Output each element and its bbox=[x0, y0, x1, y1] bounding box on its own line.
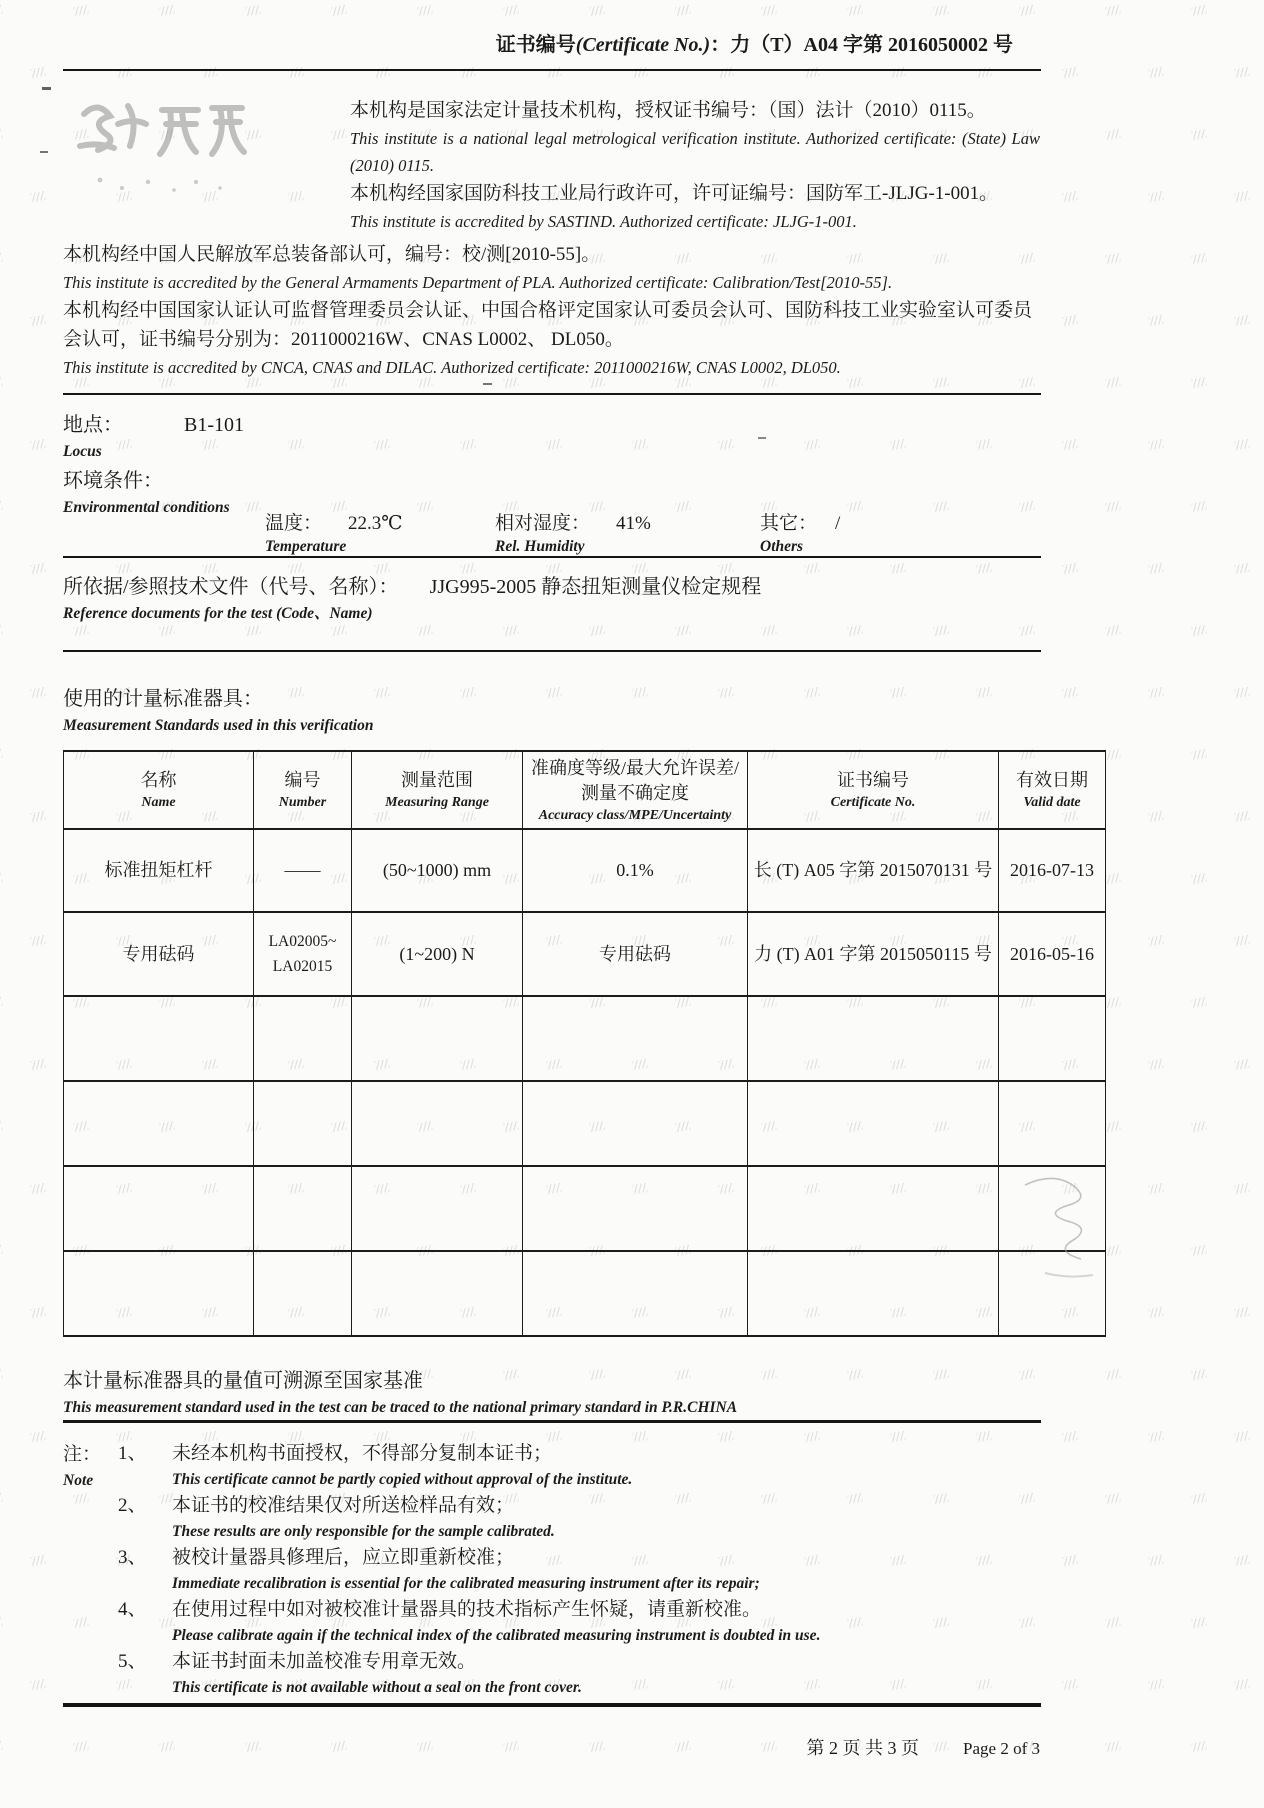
temperature-value: 22.3℃ bbox=[348, 513, 403, 534]
note-item bbox=[118, 1492, 1048, 1544]
environment-label-en: Environmental conditions bbox=[63, 499, 230, 516]
certificate-number-value: 力（T）A04 字第 2016050002 号 bbox=[730, 34, 1013, 56]
accreditation-paragraph-national bbox=[350, 96, 1040, 235]
divider bbox=[63, 1420, 1041, 1423]
note-number: 2、 bbox=[118, 1495, 147, 1516]
cell-number: —— bbox=[254, 829, 352, 912]
scan-artifact-dash bbox=[40, 151, 48, 153]
cell-certificate: 长 (T) A05 字第 2015070131 号 bbox=[748, 829, 999, 912]
col-header-number: 编号 Number bbox=[254, 751, 352, 829]
page-number-zh: 第 2 页 共 3 页 bbox=[806, 1738, 920, 1758]
col-header-valid-date: 有效日期 Valid date bbox=[999, 751, 1106, 829]
certificate-number bbox=[63, 28, 1013, 57]
others-label-en: Others bbox=[760, 538, 804, 555]
scan-artifact-dash bbox=[483, 383, 492, 385]
accreditation-paragraph-pla-cnas bbox=[63, 240, 1048, 381]
divider bbox=[63, 556, 1041, 558]
note-text-zh: 本证书封面未加盖校准专用章无效。 bbox=[172, 1651, 477, 1672]
table-row bbox=[64, 912, 1106, 996]
accreditation-en-3: This institute is accredited by the General Armaments Department of PLA. Authorized certificate: Calibration/Test[2010-55]. bbox=[63, 273, 893, 292]
page-footer bbox=[63, 1734, 1078, 1760]
cell-valid-date: 2016-05-16 bbox=[999, 912, 1106, 996]
environment-temperature bbox=[265, 508, 403, 559]
notes-label-zh: 注： bbox=[63, 1444, 102, 1465]
cell-range: (50~1000) mm bbox=[352, 829, 523, 912]
note-text-en: This certificate cannot be partly copied without approval of the institute. bbox=[172, 1471, 633, 1488]
accreditation-zh-3: 本机构经中国人民解放军总装备部认可，编号：校/测[2010-55]。 bbox=[63, 244, 601, 265]
note-text-en: This certificate is not available without a seal on the front cover. bbox=[172, 1679, 582, 1696]
certificate-number-colon: ： bbox=[710, 34, 731, 56]
note-text-zh: 在使用过程中如对被校准计量器具的技术指标产生怀疑，请重新校准。 bbox=[172, 1599, 762, 1620]
note-number: 4、 bbox=[118, 1599, 147, 1620]
table-row-empty bbox=[64, 1081, 1106, 1166]
reference-value: JJG995-2005 静态扭矩测量仪检定规程 bbox=[429, 576, 762, 598]
page-number-en: Page 2 of 3 bbox=[963, 1739, 1040, 1758]
scan-artifact-dash bbox=[42, 87, 51, 90]
cell-accuracy: 专用砝码 bbox=[523, 912, 748, 996]
location-section bbox=[63, 410, 1048, 520]
note-number: 5、 bbox=[118, 1651, 147, 1672]
location-label-zh: 地点： bbox=[63, 414, 123, 436]
note-text-zh: 本证书的校准结果仅对所送检样品有效； bbox=[172, 1495, 515, 1516]
table-row-empty bbox=[64, 1166, 1106, 1251]
reference-label-zh: 所依据/参照技术文件（代号、名称）： bbox=[63, 576, 399, 598]
accreditation-zh-1: 本机构是国家法定计量技术机构，授权证书编号：（国）法计（2010）0115。 bbox=[350, 100, 986, 121]
note-text-en: These results are only responsible for the sample calibrated. bbox=[172, 1523, 555, 1540]
note-text-zh: 被校计量器具修理后，应立即重新校准； bbox=[172, 1547, 515, 1568]
temperature-label-zh: 温度： bbox=[265, 513, 323, 534]
accreditation-zh-2: 本机构经国家国防科技工业局行政许可，许可证编号：国防军工-JLJG-1-001。 bbox=[350, 183, 999, 204]
environment-humidity bbox=[495, 508, 651, 559]
table-row-empty bbox=[64, 996, 1106, 1081]
standards-section-title bbox=[63, 684, 1048, 738]
environment-others bbox=[760, 508, 840, 559]
divider bbox=[63, 393, 1041, 395]
note-item bbox=[118, 1596, 1048, 1648]
divider bbox=[63, 650, 1041, 652]
note-text-en: Immediate recalibration is essential for the calibrated measuring instrument after its repair; bbox=[172, 1575, 760, 1592]
notes-label-en: Note bbox=[63, 1472, 94, 1489]
location-value: B1-101 bbox=[184, 414, 244, 436]
reference-section bbox=[63, 572, 1048, 626]
note-item bbox=[118, 1544, 1048, 1596]
table-row bbox=[64, 829, 1106, 912]
institute-seal-graphic bbox=[70, 84, 250, 206]
table-row-empty bbox=[64, 1251, 1106, 1336]
accreditation-en-2: This institute is accredited by SASTIND. Authorized certificate: JLJG-1-001. bbox=[350, 212, 857, 231]
divider-bottom bbox=[63, 1703, 1041, 1707]
accreditation-en-1: This institute is a national legal metrological verification institute. Authorized certificate: (State) Law (2010) 0115. bbox=[350, 129, 1040, 175]
col-header-name: 名称 Name bbox=[64, 751, 254, 829]
others-value: / bbox=[835, 513, 841, 534]
accreditation-zh-4: 本机构经中国国家认证认可监督管理委员会认证、中国合格评定国家认可委员会认可、国防科技工业实验室认可委员会认可，证书编号分别为：2011000216W、CNAS L0002、 DL050。 bbox=[63, 300, 1033, 350]
col-header-measuring-range: 测量范围 Measuring Range bbox=[352, 751, 523, 829]
cell-certificate: 力 (T) A01 字第 2015050115 号 bbox=[748, 912, 999, 996]
col-header-certificate-no: 证书编号 Certificate No. bbox=[748, 751, 999, 829]
notes-section bbox=[63, 1440, 1048, 1700]
others-label-zh: 其它： bbox=[760, 513, 818, 534]
traceability-zh: 本计量标准器具的量值可溯源至国家基准 bbox=[63, 1370, 423, 1392]
location-label-en: Locus bbox=[63, 443, 102, 460]
cell-name: 专用砝码 bbox=[64, 912, 254, 996]
cell-valid-date: 2016-07-13 bbox=[999, 829, 1106, 912]
col-header-accuracy: 准确度等级/最大允许误差/测量不确定度 Accuracy class/MPE/Uncertainty bbox=[523, 751, 748, 829]
certificate-number-label-zh: 证书编号 bbox=[495, 34, 576, 56]
traceability-statement bbox=[63, 1366, 1048, 1420]
cell-range: (1~200) N bbox=[352, 912, 523, 996]
humidity-label-en: Rel. Humidity bbox=[495, 538, 585, 555]
note-number: 3、 bbox=[118, 1547, 147, 1568]
standards-table-header-row bbox=[64, 751, 1106, 829]
standards-table bbox=[63, 750, 1106, 1337]
note-text-en: Please calibrate again if the technical index of the calibrated measuring instrument is doubted in use. bbox=[172, 1627, 821, 1644]
cell-accuracy: 0.1% bbox=[523, 829, 748, 912]
scan-artifact-dash bbox=[758, 437, 766, 439]
certificate-number-label-en: (Certificate No.) bbox=[575, 34, 711, 56]
cell-number: LA02005~ LA02015 bbox=[254, 912, 352, 996]
environment-label-zh: 环境条件： bbox=[63, 470, 163, 492]
humidity-value: 41% bbox=[616, 513, 651, 534]
cell-name: 标准扭矩杠杆 bbox=[64, 829, 254, 912]
standards-title-en: Measurement Standards used in this verification bbox=[63, 717, 374, 734]
accreditation-en-4: This institute is accredited by CNCA, CNAS and DILAC. Authorized certificate: 2011000216W, CNAS L0002, DL050. bbox=[63, 358, 841, 377]
note-item bbox=[118, 1648, 1048, 1700]
reference-label-en: Reference documents for the test (Code、Name) bbox=[63, 605, 373, 622]
standards-title-zh: 使用的计量标准器具： bbox=[63, 688, 263, 710]
divider bbox=[63, 69, 1041, 71]
scan-artifact-scribble bbox=[1005, 1165, 1115, 1295]
note-number: 1、 bbox=[118, 1443, 147, 1464]
note-text-zh: 未经本机构书面授权，不得部分复制本证书； bbox=[172, 1443, 553, 1464]
traceability-en: This measurement standard used in the test can be traced to the national primary standard in P.R.CHINA bbox=[63, 1399, 738, 1416]
humidity-label-zh: 相对湿度： bbox=[495, 513, 591, 534]
temperature-label-en: Temperature bbox=[265, 538, 347, 555]
note-item bbox=[118, 1440, 1048, 1492]
